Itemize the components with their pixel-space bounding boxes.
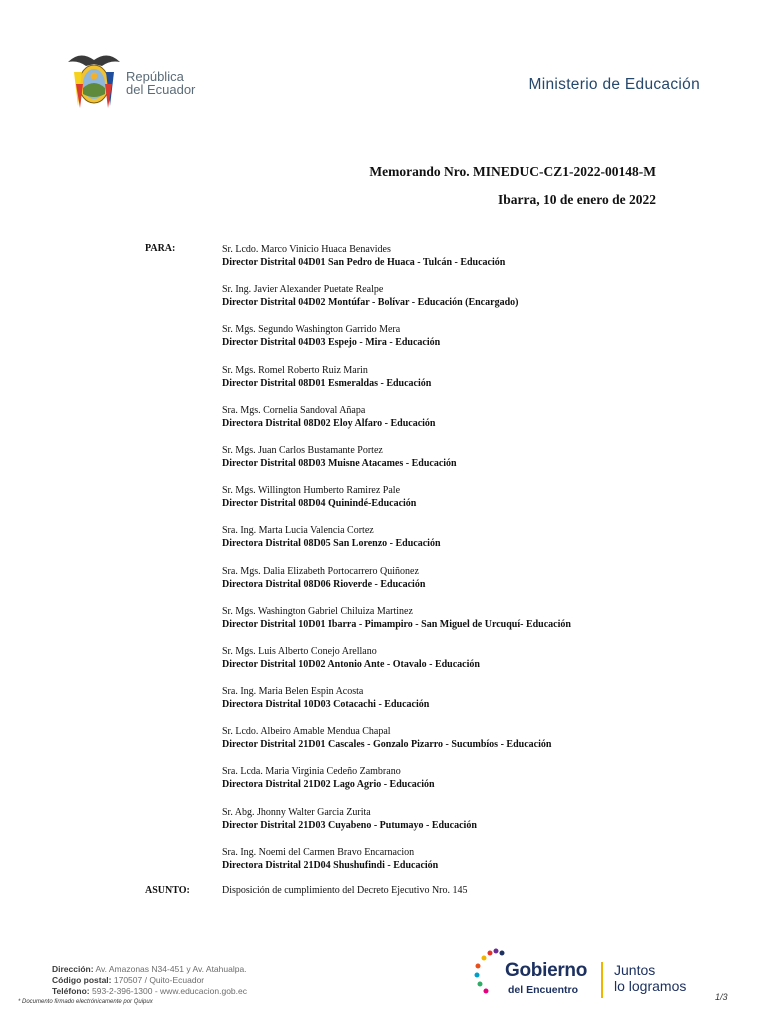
recipient-name: Sr. Abg. Jhonny Walter Garcia Zurita [222, 806, 371, 818]
phone-value: 593-2-396-1300 - www.educacion.gob.ec [92, 986, 247, 996]
recipient-item [222, 685, 702, 725]
address-line [52, 964, 247, 975]
encuentro-wordmark: del Encuentro [508, 984, 579, 996]
address-value: Av. Amazonas N34-451 y Av. Atahualpa. [95, 964, 247, 974]
recipient-name: Sra. Ing. Maria Belen Espin Acosta [222, 686, 364, 698]
recipient-item [222, 283, 702, 323]
republic-line2: del Ecuador [126, 82, 196, 97]
recipient-item [222, 846, 702, 886]
recipient-item [222, 444, 702, 484]
memo-place-date: Ibarra, 10 de enero de 2022 [498, 192, 656, 207]
postal-label: Código postal: [52, 975, 112, 985]
republic-name [126, 70, 195, 96]
recipient-item [222, 484, 702, 524]
recipient-item [222, 565, 702, 605]
recipient-name: Sr. Lcdo. Marco Vinicio Huaca Benavides [222, 244, 391, 255]
recipient-title: Directora Distrital 08D02 Eloy Alfaro - Educación [222, 417, 436, 429]
signed-note: * Documento firmado electrónicamente por Quipux [18, 999, 153, 1005]
recipient-title: Director Distrital 04D01 San Pedro de Huaca - Tulcán - Educación [222, 257, 506, 268]
recipient-name: Sra. Ing. Marta Lucia Valencia Cortez [222, 525, 374, 537]
recipient-item [222, 765, 702, 805]
slogan-line1: Juntos [614, 962, 656, 978]
recipient-item [222, 243, 702, 283]
logo-divider [601, 962, 603, 998]
recipient-name: Sr. Mgs. Luis Alberto Conejo Arellano [222, 645, 377, 657]
recipient-item [222, 404, 702, 444]
postal-line [52, 975, 247, 986]
recipient-title: Director Distrital 10D01 Ibarra - Pimampiro - San Miguel de Urcuquí- Educación [222, 618, 571, 630]
recipient-name: Sr. Mgs. Segundo Washington Garrido Mera [222, 324, 401, 336]
recipient-title: Director Distrital 21D01 Cascales - Gonzalo Pizarro - Sucumbíos - Educación [222, 739, 552, 751]
recipient-name: Sra. Ing. Noemi del Carmen Bravo Encarnacion [222, 846, 415, 858]
recipient-name: Sr. Mgs. Juan Carlos Bustamante Portez [222, 444, 383, 456]
footer-address [52, 964, 247, 997]
recipient-item [222, 605, 702, 645]
page-number: 1/3 [715, 992, 728, 1002]
recipient-item [222, 645, 702, 685]
memo-number: Memorando Nro. MINEDUC-CZ1-2022-00148-M [369, 164, 656, 179]
recipient-name: Sr. Mgs. Washington Gabriel Chiluiza Martinez [222, 605, 413, 617]
recipient-title: Director Distrital 04D02 Montúfar - Bolívar - Educación (Encargado) [222, 297, 519, 309]
phone-label: Teléfono: [52, 986, 90, 996]
ministry-name: Ministerio de Educación [528, 76, 700, 93]
recipient-item [222, 323, 702, 363]
recipient-name: Sra. Mgs. Dalia Elizabeth Portocarrero Quiñonez [222, 565, 419, 577]
recipient-name: Sra. Lcda. Maria Virginia Cedeño Zambrano [222, 766, 401, 778]
republic-line1: República [126, 69, 184, 84]
recipient-name: Sr. Lcdo. Albeiro Amable Mendua Chapal [222, 726, 391, 738]
phone-line [52, 986, 247, 997]
coat-of-arms-logo [66, 48, 122, 112]
slogan [614, 962, 686, 994]
asunto-label: ASUNTO: [145, 885, 190, 896]
recipient-title: Director Distrital 04D03 Espejo - Mira - Educación [222, 337, 441, 349]
recipient-list [222, 243, 702, 886]
recipient-name: Sr. Mgs. Willington Humberto Ramirez Pale [222, 485, 401, 497]
recipient-title: Director Distrital 08D04 Quinindé-Educación [222, 498, 417, 510]
recipient-title: Director Distrital 10D02 Antonio Ante - Otavalo - Educación [222, 658, 480, 670]
para-label: PARA: [145, 243, 176, 254]
recipient-item [222, 806, 702, 846]
recipient-name: Sr. Mgs. Romel Roberto Ruiz Marin [222, 364, 368, 376]
recipient-item [222, 524, 702, 564]
recipient-item [222, 725, 702, 765]
recipient-title: Directora Distrital 10D03 Cotacachi - Educación [222, 699, 430, 711]
slogan-line2: lo logramos [614, 978, 687, 994]
recipient-title: Directora Distrital 08D05 San Lorenzo - Educación [222, 538, 441, 550]
recipient-title: Director Distrital 21D03 Cuyabeno - Putumayo - Educación [222, 819, 477, 831]
recipient-title: Directora Distrital 21D04 Shushufindi - Educación [222, 859, 439, 871]
address-label: Dirección: [52, 964, 94, 974]
recipient-title: Directora Distrital 21D02 Lago Agrio - Educación [222, 779, 435, 791]
gobierno-wordmark: Gobierno [505, 960, 588, 981]
recipient-item [222, 364, 702, 404]
recipient-name: Sr. Ing. Javier Alexander Puetate Realpe [222, 284, 384, 296]
asunto-text: Disposición de cumplimiento del Decreto Ejecutivo Nro. 145 [222, 885, 468, 896]
recipient-title: Director Distrital 08D03 Muisne Atacames - Educación [222, 457, 457, 469]
recipient-title: Director Distrital 08D01 Esmeraldas - Educación [222, 377, 432, 389]
postal-value: 170507 / Quito-Ecuador [113, 975, 205, 985]
recipient-name: Sra. Mgs. Cornelia Sandoval Añapa [222, 404, 366, 416]
recipient-title: Directora Distrital 08D06 Rioverde - Educación [222, 578, 426, 590]
